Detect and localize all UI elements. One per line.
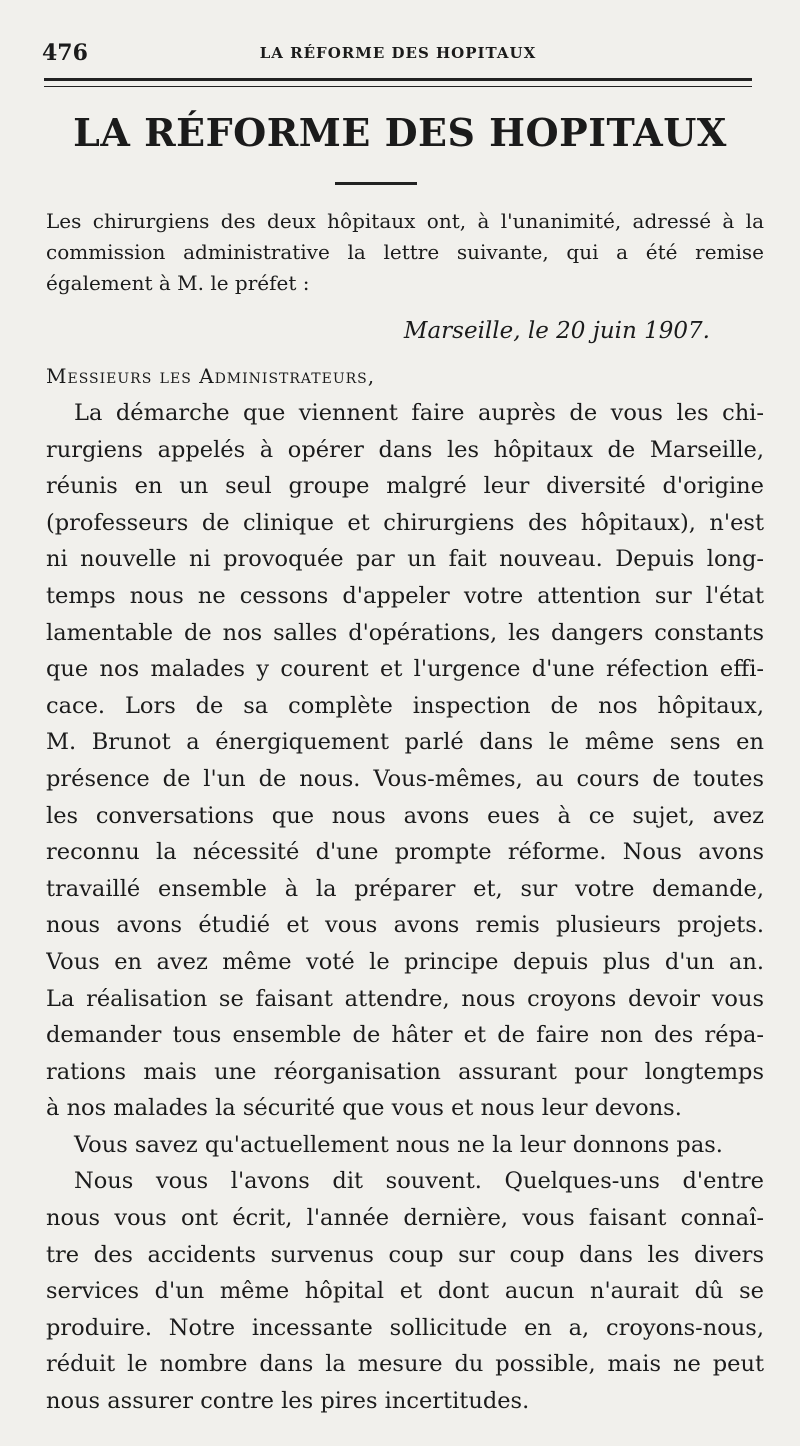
body-line: temps nous ne cessons d'appeler votre attention sur l'état	[46, 582, 764, 609]
page-number: 476	[42, 40, 88, 66]
body-line: les conversations que nous avons eues à ce sujet, avez	[46, 802, 764, 829]
body-line: lamentable de nos salles d'opérations, les dangers constants	[46, 619, 764, 646]
article-title: LA RÉFORME DES HOPITAUX	[73, 110, 727, 155]
body-line: La réalisation se faisant attendre, nous croyons devoir vous	[46, 985, 764, 1012]
title-divider	[335, 182, 417, 185]
body-line: réunis en un seul groupe malgré leur diversité d'origine	[46, 473, 764, 500]
intro-paragraph: Les chirurgiens des deux hôpitaux ont, à l'unanimité, adressé à la commission administrative la lettre suivante, qui a été remise également à M. le préfet :	[46, 209, 764, 295]
body-line: ni nouvelle ni provoquée par un fait nouveau. Depuis long-	[46, 546, 764, 573]
running-title: LA RÉFORME DES HOPITAUX	[259, 44, 537, 62]
body-line: nous avons étudié et vous avons remis plusieurs projets.	[46, 912, 764, 939]
letter-dateline: Marseille, le 20 juin 1907.	[403, 318, 710, 344]
body-line: demander tous ensemble de hâter et de faire non des répa-	[46, 1022, 764, 1049]
letter-body	[46, 395, 764, 1420]
header-rule-thin	[44, 86, 752, 87]
body-line: reconnu la nécessité d'une prompte réforme. Nous avons	[46, 839, 764, 866]
body-line: services d'un même hôpital et dont aucun n'aurait dû se	[46, 1278, 764, 1305]
body-line: produire. Notre incessante sollicitude en a, croyons-nous,	[46, 1314, 764, 1341]
body-line: Vous en avez même voté le principe depuis plus d'un an.	[46, 948, 764, 975]
body-line: La démarche que viennent faire auprès de vous les chi-	[74, 400, 764, 426]
body-line: (professeurs de clinique et chirurgiens des hôpitaux), n'est	[46, 509, 764, 536]
body-line: que nos malades y courent et l'urgence d'une réfection effi-	[46, 656, 764, 683]
body-line: rations mais une réorganisation assurant pour longtemps	[46, 1058, 764, 1085]
letter-salutation: Messieurs les Administrateurs,	[46, 364, 376, 388]
body-line: tre des accidents survenus coup sur coup dans les divers	[46, 1241, 764, 1268]
body-line: Vous savez qu'actuellement nous ne la leur donnons pas.	[74, 1131, 723, 1158]
header-rule-thick	[44, 78, 752, 81]
running-head	[42, 38, 754, 68]
body-line: présence de l'un de nous. Vous-mêmes, au cours de toutes	[46, 765, 764, 792]
body-line: nous assurer contre les pires incertitudes.	[46, 1388, 530, 1415]
body-line: rurgiens appelés à opérer dans les hôpitaux de Marseille,	[46, 436, 764, 463]
body-line: réduit le nombre dans la mesure du possible, mais ne peut	[46, 1351, 764, 1378]
body-line: nous vous ont écrit, l'année dernière, vous faisant connaî-	[46, 1205, 764, 1232]
body-line: cace. Lors de sa complète inspection de nos hôpitaux,	[46, 692, 764, 719]
body-line: travaillé ensemble à la préparer et, sur votre demande,	[46, 875, 764, 902]
body-line: à nos malades la sécurité que vous et nous leur devons.	[46, 1095, 682, 1122]
body-line: Nous vous l'avons dit souvent. Quelques-uns d'entre	[74, 1168, 764, 1195]
body-line: M. Brunot a énergiquement parlé dans le même sens en	[46, 729, 764, 756]
